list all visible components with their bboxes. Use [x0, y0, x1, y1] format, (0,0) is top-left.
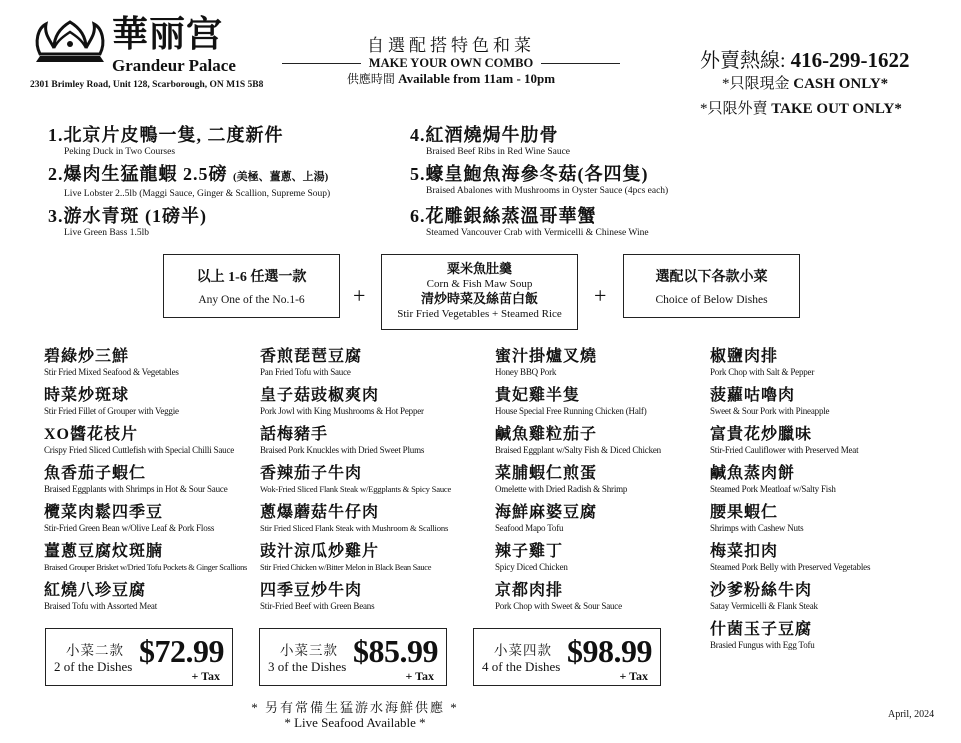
dish-item	[260, 347, 362, 378]
price-label-english: 2 of the Dishes	[54, 659, 133, 674]
dish-item	[495, 503, 597, 534]
combo-box-chinese: 以上 1-6 任選一款	[196, 270, 307, 285]
dish-chinese: 鹹魚雞粒茄子	[495, 426, 598, 443]
combo-box-main-choice	[163, 254, 340, 318]
dish-item	[44, 503, 214, 534]
phone-number: 416-299-1622	[790, 48, 910, 72]
dish-chinese: 椒鹽肉排	[710, 348, 779, 365]
dish-english: House Special Free Running Chicken (Half)	[495, 406, 647, 416]
main-item-chinese: 6.花雕銀絲蒸溫哥華蟹	[410, 206, 597, 226]
dish-chinese: 沙爹粉絲牛肉	[710, 582, 813, 599]
dish-chinese: 海鮮麻婆豆腐	[495, 504, 598, 521]
main-item	[410, 124, 570, 158]
dish-chinese: 碧綠炒三鮮	[44, 348, 130, 365]
price-label-english: 4 of the Dishes	[482, 659, 561, 674]
dish-item	[710, 542, 870, 573]
dish-item	[260, 386, 424, 417]
plus-sign: +	[353, 283, 366, 308]
dish-english: Stir-Fried Green Bean w/Olive Leaf & Pork Floss	[44, 523, 215, 533]
dish-item	[710, 581, 818, 612]
dish-english: Satay Vermicelli & Flank Steak	[710, 601, 818, 611]
price-amount: $72.99	[139, 633, 224, 669]
dish-english: Wok-Fried Sliced Flank Steak w/Eggplants & Spicy Sauce	[260, 484, 452, 494]
take-out-only-chinese: *只限外賣	[700, 101, 768, 117]
main-item	[48, 163, 330, 200]
price-label-english: 3 of the Dishes	[268, 659, 347, 674]
price-tax-note: + Tax	[191, 669, 220, 683]
live-seafood-note-english: * Live Seafood Available *	[284, 715, 426, 730]
dish-item	[710, 503, 803, 534]
dish-chinese: 豉汁涼瓜炒雞片	[260, 543, 380, 560]
dish-english: Crispy Fried Sliced Cuttlefish with Special Chilli Sauce	[44, 445, 235, 455]
divider	[541, 63, 620, 64]
main-item-chinese: 2.爆肉生猛龍蝦 2.5磅 (美極、薑蔥、上湯)	[48, 164, 329, 184]
price-label-chinese: 小菜三款	[280, 643, 338, 658]
dish-chinese: 香煎琵琶豆腐	[260, 348, 363, 365]
dish-english: Spicy Diced Chicken	[495, 562, 568, 572]
main-item-english: Live Green Bass 1.5lb	[64, 228, 149, 238]
logo-english-name: Grandeur Palace	[112, 56, 236, 75]
combo-box-dish-choice	[623, 254, 800, 318]
dish-item	[44, 347, 179, 378]
main-item	[48, 205, 207, 239]
price-tax-note: + Tax	[405, 669, 434, 683]
main-item	[410, 205, 649, 239]
main-item-english: Braised Beef Ribs in Red Wine Sauce	[426, 147, 571, 157]
dish-chinese: XO醬花枝片	[44, 426, 139, 443]
crown-logo-icon	[32, 18, 108, 66]
menu-date: April, 2024	[888, 709, 935, 720]
dish-item	[44, 386, 179, 417]
main-item-chinese: 5.蠔皇鮑魚海參冬菇(各四隻)	[410, 164, 649, 184]
dish-item	[495, 347, 597, 378]
combo-box-english: Any One of the No.1-6	[198, 294, 305, 306]
dish-item	[44, 464, 228, 495]
main-item-english: Braised Abalones with Mushrooms in Oyster Sauce (4pcs each)	[426, 186, 669, 196]
dish-chinese: 薑蔥豆腐炆斑腩	[44, 543, 164, 560]
hours-label-chinese: 供應時間	[346, 72, 395, 86]
dish-chinese: 皇子菇豉椒爽肉	[260, 387, 380, 404]
dish-english: Braised Eggplants with Shrimps in Hot & Sour Sauce	[44, 484, 228, 494]
take-out-only-english: TAKE OUT ONLY*	[771, 101, 902, 117]
dish-english: Stir Fried Chicken w/Bitter Melon in Black Bean Sauce	[260, 563, 432, 572]
dish-item	[495, 425, 661, 456]
dish-english: Brasied Fungus with Egg Tofu	[710, 640, 815, 650]
dish-chinese: 蜜汁掛爐叉燒	[495, 348, 598, 365]
dish-english: Stir Fried Mixed Seafood & Vegetables	[44, 367, 179, 377]
combo-box-chinese: 清炒時菜及絲苗白飯	[420, 291, 538, 306]
dish-english: Stir Fried Sliced Flank Steak with Mushroom & Scallions	[260, 523, 449, 533]
dish-item	[260, 581, 374, 612]
dish-english: Shrimps with Cashew Nuts	[710, 523, 804, 533]
price-box-two-dishes	[45, 628, 233, 686]
plus-sign: +	[594, 283, 607, 308]
combo-box-english: Choice of Below Dishes	[655, 294, 768, 306]
combo-box-chinese: 粟米魚肚羹	[446, 261, 512, 276]
phone-label: 外賣熱線:	[700, 50, 786, 72]
live-seafood-note-chinese: * 另有常備生猛游水海鮮供應 *	[251, 700, 459, 715]
dish-item	[710, 464, 836, 495]
dish-english: Braised Pork Knuckles with Dried Sweet Plums	[260, 445, 425, 455]
dish-chinese: 腰果蝦仁	[710, 504, 779, 521]
dish-english: Pork Chop with Salt & Pepper	[710, 367, 815, 377]
dish-item	[495, 386, 647, 417]
dish-chinese: 魚香茄子蝦仁	[44, 465, 147, 482]
combo-title-english: MAKE YOUR OWN COMBO	[368, 56, 534, 70]
cash-only-notice	[722, 72, 888, 93]
combo-title-chinese: 自選配搭特色和菜	[367, 36, 535, 55]
dish-english: Pork Chop with Sweet & Sour Sauce	[495, 601, 622, 611]
cash-only-english: CASH ONLY*	[793, 76, 889, 92]
dish-chinese: 富貴花炒臘味	[710, 426, 813, 443]
dish-chinese: 什菌玉子豆腐	[710, 621, 813, 638]
dish-english: Steamed Pork Belly with Preserved Vegetables	[710, 562, 871, 572]
price-label-chinese: 小菜四款	[494, 643, 552, 658]
dish-chinese: 蔥爆蘑菇牛仔肉	[260, 504, 380, 521]
main-item	[48, 124, 284, 158]
price-tax-note: + Tax	[619, 669, 648, 683]
dish-chinese: 京都肉排	[495, 582, 564, 599]
dish-english: Stir-Fried Beef with Green Beans	[260, 601, 375, 611]
dish-english: Pork Jowl with King Mushrooms & Hot Pepper	[260, 406, 424, 416]
logo-chinese-name: 華丽宫	[112, 14, 224, 54]
divider	[282, 63, 361, 64]
dish-chinese: 梅菜扣肉	[710, 543, 779, 560]
dish-english: Honey BBQ Pork	[495, 367, 557, 377]
dish-english: Stir Fried Fillet of Grouper with Veggie	[44, 406, 179, 416]
main-item-chinese: 1.北京片皮鴨一隻, 二度新件	[48, 125, 284, 145]
dish-chinese: 話梅豬手	[260, 426, 329, 443]
dish-english: Stir-Fried Cauliflower with Preserved Meat	[710, 445, 859, 455]
dish-chinese: 鹹魚蒸肉餅	[710, 465, 796, 482]
dish-chinese: 紅燒八珍豆腐	[44, 582, 147, 599]
dish-chinese: 辣子雞丁	[495, 543, 564, 560]
dish-item	[710, 386, 829, 417]
dish-chinese: 欖菜肉鬆四季豆	[44, 504, 164, 521]
dish-item	[710, 347, 814, 378]
dish-item	[260, 464, 451, 495]
main-item	[410, 163, 668, 197]
dish-item	[44, 581, 157, 612]
price-box-three-dishes	[259, 628, 447, 686]
dish-english: Braised Grouper Brisket w/Dried Tofu Pockets & Ginger Scallions	[44, 563, 247, 572]
dish-english: Braised Tofu with Assorted Meat	[44, 601, 157, 611]
price-label-chinese: 小菜二款	[66, 643, 124, 658]
combo-title-block	[282, 36, 620, 88]
dish-english: Braised Eggplant w/Salty Fish & Diced Chicken	[495, 445, 661, 455]
main-item-english: Peking Duck in Two Courses	[64, 147, 176, 157]
dish-english: Seafood Mapo Tofu	[495, 523, 564, 533]
dish-item	[710, 425, 858, 456]
dish-item	[495, 542, 568, 573]
dish-chinese: 菜脯蝦仁煎蛋	[495, 465, 598, 482]
dish-chinese: 香辣茄子牛肉	[260, 465, 363, 482]
hours-label-english: Available from 11am - 10pm	[398, 71, 556, 86]
combo-title-line	[282, 56, 620, 70]
dish-chinese: 時菜炒斑球	[44, 387, 130, 404]
price-box-four-dishes	[473, 628, 661, 686]
dish-item	[710, 620, 815, 651]
dish-item	[495, 464, 627, 495]
dish-english: Sweet & Sour Pork with Pineapple	[710, 406, 830, 416]
dish-item	[44, 425, 234, 456]
main-item-english: Steamed Vancouver Crab with Vermicelli & Chinese Wine	[426, 228, 649, 238]
dish-english: Omelette with Dried Radish & Shrimp	[495, 484, 628, 494]
takeout-phone	[700, 44, 910, 73]
combo-box-soup-rice	[381, 254, 578, 330]
dish-item	[495, 581, 622, 612]
main-item-english: Live Lobster 2..5lb (Maggi Sauce, Ginger & Scallion, Supreme Soup)	[64, 189, 331, 199]
restaurant-address: 2301 Brimley Road, Unit 128, Scarborough, ON M1S 5B8	[30, 80, 264, 90]
combo-box-english: Corn & Fish Maw Soup	[426, 278, 533, 290]
dish-item	[260, 542, 431, 573]
dish-item	[44, 542, 247, 573]
main-item-chinese: 4.紅酒燒焗牛肋骨	[410, 125, 559, 145]
price-amount: $85.99	[353, 633, 438, 669]
service-hours	[282, 70, 620, 88]
dish-item	[260, 425, 424, 456]
price-amount: $98.99	[567, 633, 652, 669]
cash-only-chinese: *只限現金	[722, 76, 790, 92]
dish-chinese: 四季豆炒牛肉	[260, 582, 363, 599]
dish-chinese: 貴妃雞半隻	[495, 387, 581, 404]
dish-item	[260, 503, 448, 534]
dish-english: Steamed Pork Meatloaf w/Salty Fish	[710, 484, 836, 494]
dish-chinese: 菠蘿咕嚕肉	[710, 387, 796, 404]
take-out-only-notice	[700, 97, 902, 118]
main-item-chinese: 3.游水青斑 (1磅半)	[48, 206, 207, 226]
combo-box-chinese: 選配以下各款小菜	[655, 270, 768, 285]
dish-english: Pan Fried Tofu with Sauce	[260, 367, 351, 377]
combo-box-english: Stir Fried Vegetables + Steamed Rice	[397, 308, 562, 320]
